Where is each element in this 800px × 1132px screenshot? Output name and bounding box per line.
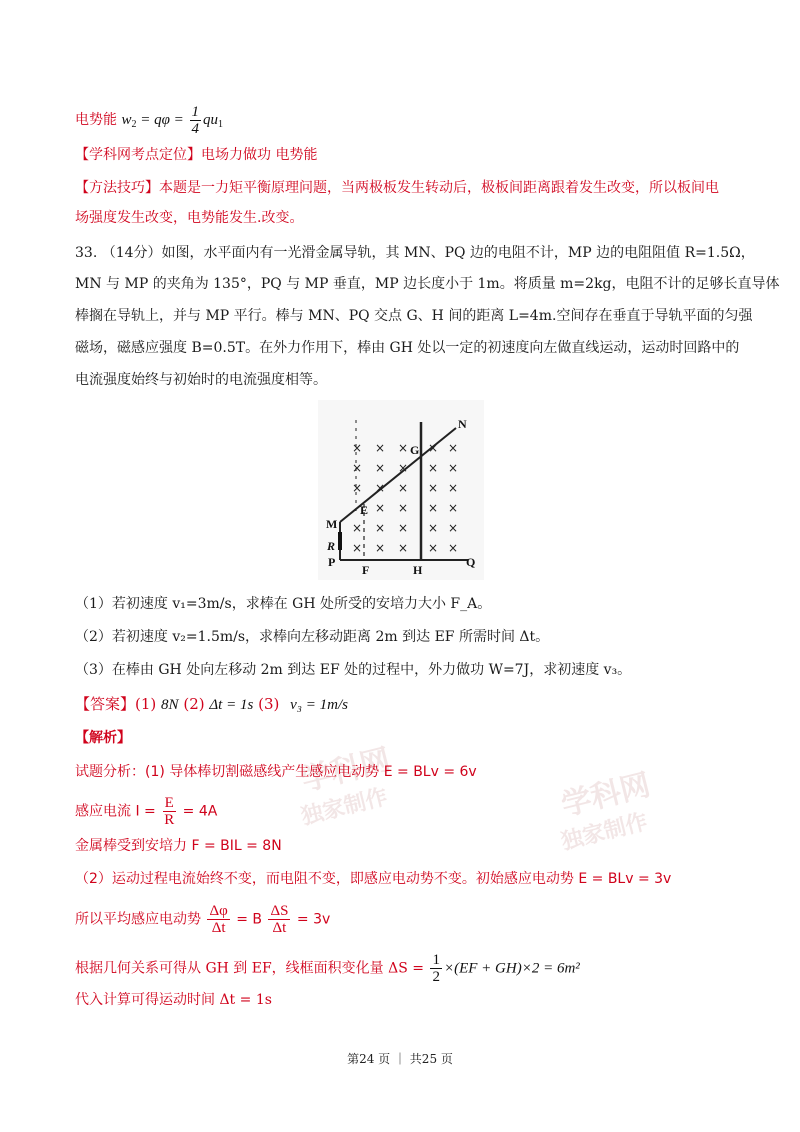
ds-dt-fraction <box>268 903 290 936</box>
analysis-line-3: 金属棒受到安培力 F = BIL = 8N <box>75 838 282 854</box>
half-fraction <box>430 952 442 985</box>
answer-3-value: v₃ = 1m/s <box>290 697 348 713</box>
w2-formula <box>121 104 224 137</box>
qu-symbol: qu <box>203 111 219 128</box>
method-line-2: 场强度发生改变，电势能发生.改变。 <box>75 210 304 226</box>
cross: × <box>398 461 409 475</box>
analysis-line-6 <box>75 952 580 985</box>
question-1: （1）若初速度 v₁=3m/s，求棒在 GH 处所受的安培力大小 F_A。 <box>75 596 492 612</box>
frac-den: R <box>164 812 175 828</box>
method-text-1: 本题是一力矩平衡原理问题，当两极板发生转动后，极板间距离跟着发生改变，所以板间电 <box>159 180 719 196</box>
problem-line-5: 电流强度始终与初始时的电流强度相等。 <box>75 372 327 388</box>
cross: × <box>448 521 459 535</box>
cross: × <box>398 541 409 555</box>
cross: × <box>375 541 386 555</box>
cross: × <box>352 441 363 455</box>
watermark-text: 独家制作 <box>558 809 651 856</box>
watermark-text: 学科网 <box>297 742 394 799</box>
cross: × <box>375 441 386 455</box>
cross: × <box>352 521 363 535</box>
cross: × <box>398 481 409 495</box>
frac-den: Δt <box>211 920 226 936</box>
cross: × <box>375 461 386 475</box>
cross: × <box>375 521 386 535</box>
cross: × <box>448 461 459 475</box>
dphi-dt-fraction <box>207 903 229 936</box>
label-F: F <box>362 563 370 577</box>
avg-emf-value: = 3v <box>292 911 331 928</box>
current-label: 感应电流 I = <box>75 803 161 820</box>
frac-num: E <box>164 795 174 811</box>
problem-line-1: 33. （14分）如图，水平面内有一光滑金属导轨，其 MN、PQ 边的电阻不计，MP 边的电阻阻值 R=1.5Ω， <box>75 245 755 261</box>
cross: × <box>428 541 439 555</box>
watermark-text: 学科网 <box>557 767 654 824</box>
equals-q-phi: = qφ = <box>136 111 188 128</box>
cross: × <box>428 501 439 515</box>
frac-num: ΔS <box>270 903 289 919</box>
frac-num: 1 <box>191 104 200 120</box>
question-2: （2）若初速度 v₂=1.5m/s，求棒向左移动距离 2m 到达 EF 所需时间 Δt。 <box>75 629 550 645</box>
question-3: （3）在棒由 GH 处向左移动 2m 到达 EF 处的过程中，外力做功 W=7J，求初速度 v₃。 <box>75 662 632 678</box>
e-over-r-fraction <box>162 795 176 828</box>
cross: × <box>398 521 409 535</box>
current-value: = 4A <box>178 803 218 820</box>
analysis-label: 【解析】 <box>75 730 131 746</box>
cross: × <box>352 541 363 555</box>
cross: × <box>352 461 363 475</box>
cross: × <box>448 441 459 455</box>
cross: × <box>428 461 439 475</box>
exam-point-label: 【学科网考点定位】 <box>75 147 201 163</box>
cross: × <box>448 481 459 495</box>
cross: × <box>428 481 439 495</box>
page-footer: 第24 页 ｜ 共25 页 <box>347 1052 453 1066</box>
answer-2-value: Δt = 1s <box>209 697 254 713</box>
analysis-line-4: （2）运动过程电流始终不变，而电阻不变，即感应电动势不变。初始感应电动势 E = BLv = 3v <box>75 871 672 887</box>
cross: × <box>448 541 459 555</box>
problem-line-4: 磁场，磁感应强度 B=0.5T。在外力作用下，棒由 GH 处以一定的初速度向左做直线运动，运动时回路中的 <box>75 340 740 356</box>
cross: × <box>352 481 363 495</box>
answer-1-value: 8N <box>161 697 179 713</box>
answer-part-3-tag: (3) <box>258 695 280 713</box>
quarter-fraction <box>190 104 202 137</box>
label-G: G <box>410 443 420 457</box>
formula-prefix: 电势能 <box>75 111 117 128</box>
frac-num: Δφ <box>209 903 228 919</box>
method-label: 【方法技巧】 <box>75 180 159 196</box>
problem-line-3: 棒搁在导轨上，并与 MP 平行。棒与 MN、PQ 交点 G、H 间的距离 L=4m.空间存在垂直于导轨平面的匀强 <box>75 308 753 324</box>
frac-num: 1 <box>432 952 440 968</box>
analysis-line-1: 试题分析：(1) 导体棒切割磁感线产生感应电动势 E = BLv = 6v <box>75 764 477 780</box>
watermark-text: 独家制作 <box>298 784 391 831</box>
label-Q: Q <box>466 555 476 569</box>
analysis-line-2 <box>75 795 217 828</box>
cross: × <box>428 441 439 455</box>
cross: × <box>448 501 459 515</box>
cross: × <box>375 481 386 495</box>
method-line-1 <box>75 178 719 198</box>
frac-den: Δt <box>272 920 287 936</box>
answer-part-2-tag: (2) <box>183 695 205 713</box>
cross: × <box>398 441 409 455</box>
electric-potential-energy-line <box>75 104 223 137</box>
cross: × <box>375 501 386 515</box>
exam-point-text: 电场力做功 电势能 <box>201 147 318 163</box>
answer-line <box>75 694 348 715</box>
answer-label: 【答案】 <box>75 695 136 713</box>
label-P: P <box>328 555 336 569</box>
w-subscript: 2 <box>131 118 137 130</box>
frac-den: 2 <box>432 969 440 985</box>
frac-den: 4 <box>191 121 200 137</box>
avg-emf-label: 所以平均感应电动势 <box>75 911 206 928</box>
rail-magnetic-field-figure <box>318 400 484 580</box>
area-change-label: 根据几何关系可得从 GH 到 EF，线框面积变化量 ΔS = <box>75 960 429 977</box>
cross: × <box>398 501 409 515</box>
exam-point-line <box>75 145 317 165</box>
label-E: E <box>360 503 369 517</box>
equals-b: = B <box>231 911 267 928</box>
analysis-line-5 <box>75 903 330 936</box>
cross: × <box>428 521 439 535</box>
label-N: N <box>458 417 467 431</box>
u-subscript: 1 <box>218 118 224 130</box>
label-M: M <box>326 517 338 531</box>
label-H: H <box>413 563 423 577</box>
w-symbol: w <box>121 111 132 128</box>
label-R: R <box>327 539 336 553</box>
analysis-line-7: 代入计算可得运动时间 Δt = 1s <box>75 992 272 1008</box>
problem-line-2: MN 与 MP 的夹角为 135°，PQ 与 MP 垂直，MP 边长度小于 1m。将质量 m=2kg，电阻不计的足够长直导体 <box>75 276 780 292</box>
answer-part-1-tag: (1) <box>135 695 157 713</box>
area-change-expression: ×(EF + GH)×2 = 6m² <box>443 960 580 977</box>
